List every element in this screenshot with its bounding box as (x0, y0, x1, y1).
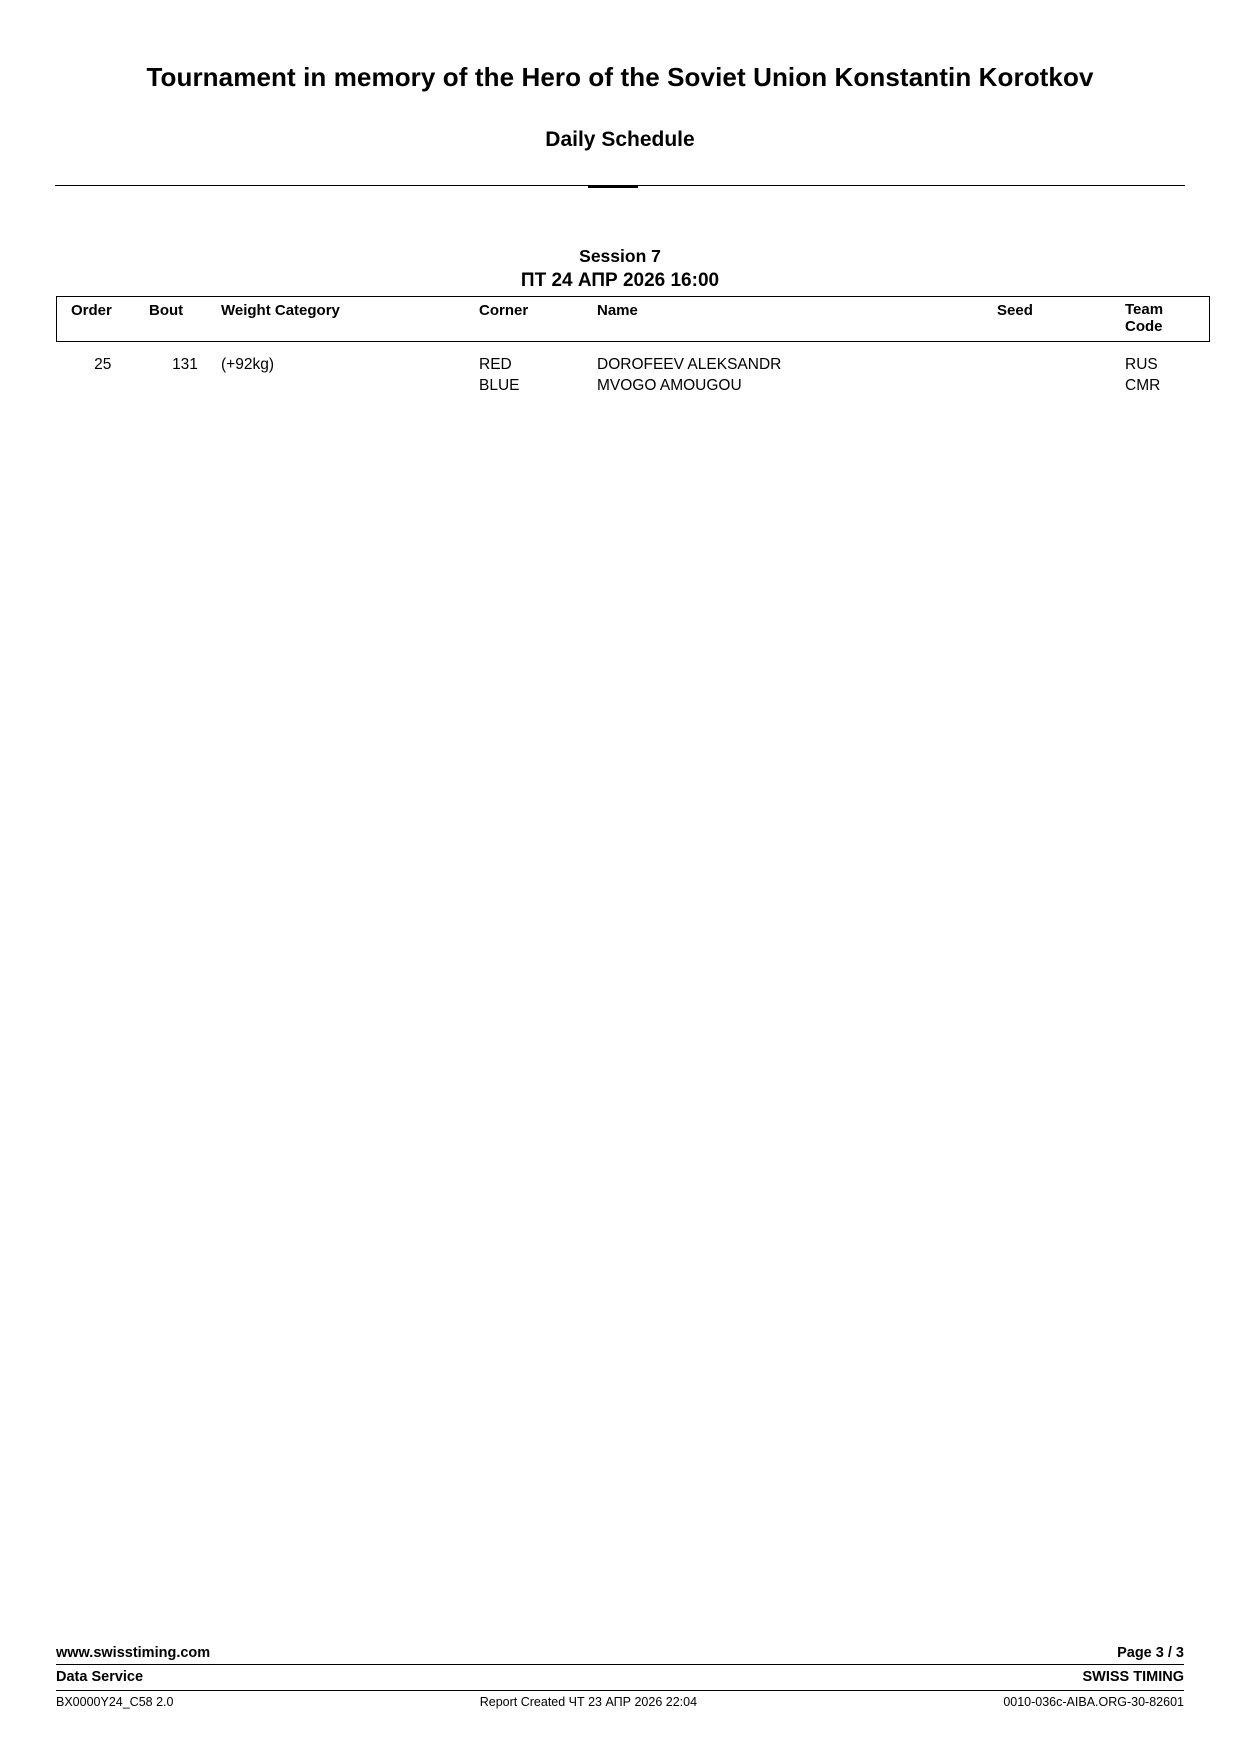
footer-page-number: Page 3 / 3 (1117, 1645, 1184, 1661)
cell-name-blue: MVOGO AMOUGOU (597, 376, 742, 394)
cell-order: 25 (94, 355, 112, 373)
column-header-name: Name (597, 297, 997, 342)
spacer-cell (57, 342, 1210, 356)
footer-bottom-row (56, 1695, 1184, 1709)
schedule-table-body (57, 342, 1210, 395)
footer-brand: SWISS TIMING (1082, 1669, 1184, 1685)
cell-seed-blue (997, 374, 1115, 395)
column-header-team-code-line1: Team (1125, 301, 1164, 318)
column-header-corner: Corner (479, 297, 597, 342)
table-row (57, 356, 1210, 374)
cell-corner-blue: BLUE (479, 376, 520, 394)
session-datetime: ПТ 24 АПР 2026 16:00 (520, 270, 720, 291)
column-header-bout: Bout (149, 297, 221, 342)
footer-middle-row (56, 1669, 1184, 1685)
cell-corner-red: RED (479, 355, 512, 373)
column-header-team-code (1115, 297, 1210, 342)
column-header-team-code-line2: Code (1125, 317, 1163, 335)
header-divider-accent (588, 186, 638, 188)
cell-seed-red (997, 356, 1115, 374)
footer-report-created: Report Created ЧТ 23 АПР 2026 22:04 (479, 1695, 698, 1709)
page-subtitle: Daily Schedule (545, 128, 695, 151)
column-header-weight-category: Weight Category (221, 297, 479, 342)
footer-document-id: 0010-036c-AIBA.ORG-30-82601 (1003, 1695, 1184, 1709)
cell-name-red: DOROFEEV ALEKSANDR (597, 355, 782, 373)
footer-divider-2 (56, 1690, 1184, 1691)
session-name: Session 7 (579, 246, 661, 266)
cell-weight-category: (+92kg) (221, 355, 274, 373)
footer-top-row (56, 1645, 1184, 1661)
page-title: Tournament in memory of the Hero of the Soviet Union Konstantin Korotkov (146, 62, 1094, 92)
footer-website[interactable]: www.swisstiming.com (56, 1645, 211, 1661)
cell-team-code-red: RUS (1125, 355, 1158, 373)
footer-report-code: BX0000Y24_C58 2.0 (56, 1695, 174, 1709)
schedule-table-header (57, 297, 1210, 342)
footer-divider-1 (56, 1664, 1184, 1665)
cell-bout: 131 (172, 355, 198, 373)
schedule-table (56, 296, 1210, 395)
column-header-order: Order (57, 297, 150, 342)
footer-data-service: Data Service (56, 1669, 144, 1685)
table-row-spacer (57, 342, 1210, 356)
table-header-row (57, 297, 1210, 342)
column-header-seed: Seed (997, 297, 1115, 342)
cell-team-code-blue: CMR (1125, 376, 1161, 394)
